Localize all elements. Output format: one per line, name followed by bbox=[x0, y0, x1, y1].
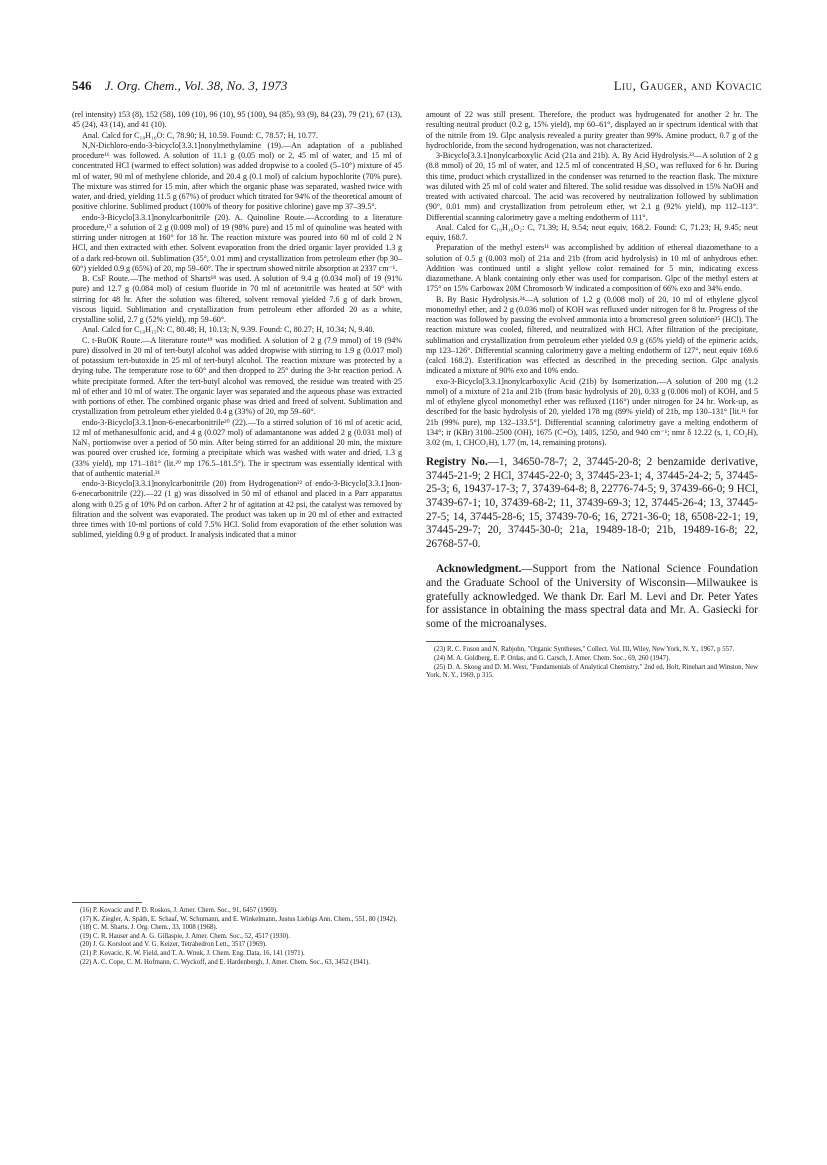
footnote: (19) C. R. Hauser and A. G. Gillaspie, J. Amer. Chem. Soc., 52, 4517 (1930). bbox=[80, 932, 290, 940]
paragraph: Anal. Calcd for C₁₀H₁₆O: C, 78.90; H, 10.59. Found: C, 78.57; H, 10.77. bbox=[82, 130, 318, 140]
paragraph: exo-3-Bicyclo[3.3.1]nonylcarboxylic Acid (21b) by Isomerization.—A solution of 200 mg (1.2 mmol) of a mixture of 21a and 21b (from basic hydrolysis of 20), 0.33 g (0.006 mol) of KOH, and 5 ml of ethylene glycol monomethyl ether was refluxed (116°) under nitrogen for 24 hr. Work-up, as described for the basic hydrolysis of 20, yielded 178 mg (89% yield) of 21b, mp 130–131° [lit.¹¹ for 21b (99% pure), mp 132–133.5°]. Differential scanning calorimetry gave a melting endotherm of 134°; ir (KBr) 3100–2500 (OH), 1675 (C=O), 1405, 1250, and 940 cm⁻¹; nmr δ 12.22 (s, 1, CO₂H), 3.02 (m, 1, CHCO₂H), 1.77 (m, 14, remaining protons). bbox=[426, 376, 758, 447]
paragraph: endo-3-Bicyclo[3.3.1]nonylcarbonitrile (20) from Hydrogenation²² of endo-3-Bicyclo[3.3.1]non-6-enecarbonitrile (22).—22 (1 g) was dissolved in 50 ml of ethanol and placed in a Parr apparatus along with 0.25 g of 10% Pd on carbon. After 2 hr of agitation at 42 psi, the catalyst was removed by filtration and the solvent was evaporated. The product was taken up in 20 ml of ether and extracted three times with 10-ml portions of cold 7.5% HCl. Solid from evaporation of the ether solution was sublimed, yielding 0.9 g of product. Ir analysis indicated that a minor bbox=[72, 479, 402, 540]
paragraph: N,N-Dichloro-endo-3-bicyclo[3.3.1]nonylmethylamine (19).—An adaptation of a published procedure¹⁶ was followed. A solution of 11.1 g (0.05 mol) or 2, 45 ml of water, and 15 ml of concentrated HCl (warmed to effect solution) was added dropwise to a cooled (5–10°) mixture of 45 ml of water, 90 ml of methylene chloride, and 20.4 g (0.1 mol) of calcium hypochlorite (70% pure). The mixture was stirred for 15 min, after which the organic phase was separated, washed twice with water, and dried, yielding 11.5 g (67%) of product which titrated for 94% of the theoretical amount of positive chlorine. Sublimed product (100% of theory for positive chlorine) gave mp 37–39.5°. bbox=[72, 140, 402, 212]
paragraph: B. By Basic Hydrolysis.²⁴—A solution of 1.2 g (0.008 mol) of 20, 10 ml of ethylene glycol monomethyl ether, and 2 g (0.036 mol) of KOH was refluxed under nitrogen for 8 hr. Progress of the reaction was followed by passing the evolved ammonia into a bromcresol green solution²⁵ (HCl). The reaction mixture was cooled, filtered, and neutralized with HCl. After filtration of the precipitate, sublimation and crystallization from petroleum ether yielded 0.9 g (65% yield) of the epimeric acids, mp 123–126°. Differential scanning calorimetry gave a melting endotherm of 127°, neut equiv 169.6 (calcd 168.2). Esterification was effected as described in the preceding section. Glpc analysis indicated a mixture of 90% exo and 10% endo. bbox=[426, 294, 758, 376]
page-number: 546 bbox=[72, 78, 92, 93]
footnote: (25) D. A. Skoog and D. M. West, "Fundamentals of Analytical Chemistry," 2nd ed, Holt, Rinehart and Winston, New York, N. Y., 1969, p 315. bbox=[426, 663, 758, 680]
right-column bbox=[426, 110, 758, 681]
left-footnotes bbox=[72, 898, 402, 967]
running-authors: Liu, Gauger, and Kovacic bbox=[613, 78, 762, 93]
paragraph: endo-3-Bicyclo[3.3.1]non-6-enecarbonitrile²⁰ (22).—To a stirred solution of 16 ml of acetic acid, 12 ml of methanesulfonic acid, and 4 g (0.027 mol) of adamantanone was added 2 g (0.031 mol) of NaN₃ portionwise over a period of 50 min. After being stirred for an additional 20 min, the mixture was poured over crushed ice, forming a precipitate which was washed with water and dried, 1.3 g (33% yield), mp 171–181° (lit.²⁰ mp 176.5–181.5°). The ir spectrum was essentially identical with that of authentic material.²¹ bbox=[72, 417, 402, 478]
registry-numbers bbox=[426, 456, 758, 551]
paragraph: B. CsF Route.—The method of Sharts¹⁸ was used. A solution of 9.4 g (0.034 mol) of 19 (91% pure) and 12.7 g (0.084 mol) of cesium fluoride in 70 ml of acetonitrile was heated at 50° with stirring for 48 hr. After the solution was filtered, solvent removal yielded 7.6 g of dark brown, viscous liquid. Sublimation and crystallization from petroleum ether afforded 20 as a white, crystalline solid, 2.7 g (52% yield), mp 59–60°. bbox=[72, 274, 402, 324]
acknowledgment-text: —Support from the National Science Foundation and the Graduate School of the University of Wisconsin—Milwaukee is gratefully acknowledged. We thank Dr. Earl M. Levi and Dr. Peter Yates for assistance in obtaining the mass spectral data and Mr. A. Gasiecki for some of the microanalyses. bbox=[426, 563, 758, 630]
footnote: (20) J. G. Korsloot and V. G. Keizer, Tetrahedron Lett., 3517 (1969). bbox=[80, 941, 267, 949]
registry-heading: Registry No. bbox=[426, 456, 488, 469]
paragraph: Anal. Calcd for C₁₀H₁₆O₂: C, 71.39; H, 9.54; neut equiv, 168.2. Found: C, 71.23; H, 9.45; neut equiv, 168.7. bbox=[426, 222, 758, 242]
paragraph: 3-Bicyclo[3.3.1]nonylcarboxylic Acid (21a and 21b). A. By Acid Hydrolysis.²³—A solution of 2 g (8.8 mmol) of 20, 15 ml of water, and 12.5 ml of concentrated H₂SO₄ was refluxed for 6 hr. During this time, product which crystallized in the condenser was returned to the reaction flask. The mixture was diluted with 25 ml of cold water and filtered. The solid residue was dissolved in 15% NaOH and treated with activated charcoal. The acid was recovered by neutralization followed by sublimation (90°, 0.01 mm) and crystallization from petroleum ether, wt 2.1 g (92% yield), mp 112–113°. Differential scanning calorimetry gave a melting endotherm of 111°. bbox=[426, 151, 758, 222]
paragraph: endo-3-Bicyclo[3.3.1]nonylcarbonitrile (20). A. Quinoline Route.—According to a literature procedure,¹⁷ a solution of 2 g (0.009 mol) of 19 (98% pure) and 15 ml of quinoline was heated with stirring under nitrogen at 160° for 18 hr. The reaction mixture was poured into 60 ml of cold 2 N HCl, and then extracted with ether. Solvent evaporation from the dried organic layer provided 1.3 g of a dark red-brown oil. Sublimation (35°, 0.01 mm) and crystallization from petroleum ether (bp 30–60°) yielded 0.9 g (65%) of 20, mp 59–60°. The ir spectrum showed nitrile absorption at 2337 cm⁻¹. bbox=[72, 212, 402, 273]
footnote: (23) R. C. Fuson and N. Rabjohn, "Organic Syntheses," Collect. Vol. III, Wiley, New York, N. Y., 1967, p 557. bbox=[434, 646, 735, 654]
footnote-rule bbox=[72, 902, 142, 903]
footnote-rule bbox=[426, 641, 496, 642]
journal-citation: J. Org. Chem., Vol. 38, No. 3, 1973 bbox=[104, 78, 288, 93]
footnote: (17) K. Ziegler, A. Späth, E. Schaaf, W. Schumann, and E. Winkelmann, Justus Liebigs Ann. Chem., 551, 80 (1942). bbox=[80, 915, 398, 923]
acknowledgment-heading: Acknowledgment. bbox=[436, 563, 522, 576]
footnote: (24) M. A. Goldberg, E. P. Ordas, and G. Carsch, J. Amer. Chem. Soc., 69, 260 (1947). bbox=[434, 654, 671, 662]
footnote: (16) P. Kovacic and P. D. Roskos, J. Amer. Chem. Soc., 91, 6457 (1969). bbox=[80, 907, 278, 914]
paragraph: Preparation of the methyl esters¹¹ was accomplished by addition of ethereal diazomethane to a solution of 0.5 g (0.003 mol) of 21a and 21b (from acid hydrolysis) in 10 ml of anhydrous ether. Addition was continued until a slight yellow color remained for 5 min, indicating excess diazomethane. A blank containing only ether was used for comparison. Glpc of the methyl esters at 175° on 15% Carbowax 20M Chromosorb W indicated a composition of 66% exo and 34% endo. bbox=[426, 243, 758, 294]
footnote: (21) P. Kovacic, K. W. Field, and T. A. Wnuk, J. Chem. Eng. Data, 16, 141 (1971). bbox=[80, 949, 305, 957]
right-footnotes bbox=[426, 646, 758, 680]
footnote: (22) A. C. Cope, C. M. Hofmann, C. Wyckoff, and E. Hardenbergh, J. Amer. Chem. Soc., 63, 3452 (1941). bbox=[80, 958, 371, 966]
left-column bbox=[72, 110, 402, 541]
paragraph: amount of 22 was still present. Therefore, the product was hydrogenated for another 2 hr. The resulting neutral product (0.2 g, 15% yield), mp 60–61°, displayed an ir spectrum identical with that of the nitrile from 19. Glpc analysis revealed a purity greater than 99%. Amine product, 0.7 g of the hydrochloride, from the second hydrogenation, was not characterized. bbox=[426, 110, 758, 150]
registry-text: —1, 34650-78-7; 2, 37445-20-8; 2 benzamide derivative, 37445-21-9; 2 HCl, 37445-22-0; 3, 37445-23-1; 4, 37445-24-2; 5, 37445-25-3; 6, 19437-17-3; 7, 37439-64-8; 8, 22776-74-5; 9, 37439-66-0; 9 HCl, 37439-67-1; 10, 37439-68-2; 11, 37439-69-3; 12, 37445-26-4; 13, 37445-27-5; 14, 37445-28-6; 15, 37439-70-6; 16, 2721-36-0; 18, 6508-22-1; 19, 37445-29-7; 20, 37445-30-0; 21a, 19489-18-0; 21b, 19489-16-8; 22, 26768-57-0. bbox=[426, 456, 758, 550]
page-header bbox=[72, 78, 762, 98]
paragraph: (rel intensity) 153 (8), 152 (58), 109 (10), 96 (10), 95 (100), 94 (85), 93 (9), 84 (23), 79 (21), 67 (13), 45 (24), 43 (14), and 41 (10). bbox=[72, 110, 402, 130]
paragraph: C. t-BuOK Route.—A literature route¹⁹ was modified. A solution of 2 g (7.9 mmol) of 19 (94% pure) dissolved in 20 ml of tert-butyl alcohol was added dropwise with stirring to 1.9 g (0.017 mol) of potassium tert-butoxide in 25 ml of tert-butyl alcohol. The reaction mixture was protected by a drying tube. The temperature rose to 60° and then dropped to 25° during the 3-hr reaction period. A white precipitate formed. After the tert-butyl alcohol was removed, the residue was treated with 25 ml of ether and 10 ml of water. The organic layer was separated and the aqueous phase was extracted with portions of ether. The combined organic phase was dried and freed of solvent. Sublimation and crystallization from petroleum ether yielded 0.4 g (33%) of 20, mp 59–60°. bbox=[72, 335, 402, 417]
footnote: (18) C. M. Sharts, J. Org. Chem., 33, 1008 (1968). bbox=[80, 924, 218, 932]
acknowledgment bbox=[426, 563, 758, 631]
paragraph: Anal. Calcd for C₁₀H₁₅N: C, 80.48; H, 10.13; N, 9.39. Found: C, 80.27; H, 10.34; N, 9.40. bbox=[82, 325, 375, 335]
